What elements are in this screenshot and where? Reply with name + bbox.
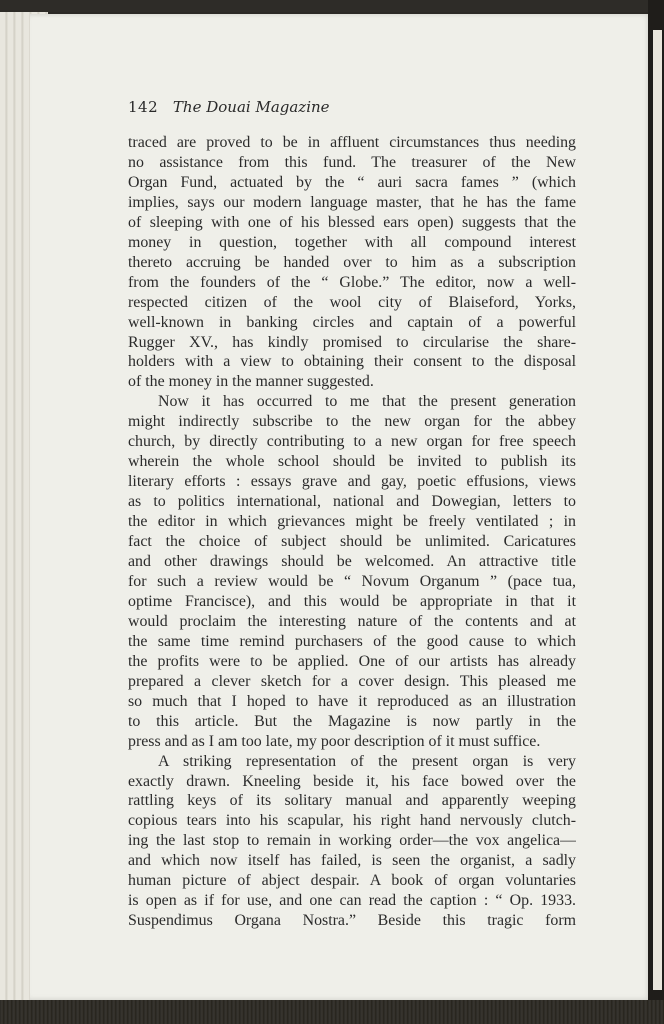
text-line: copious tears into his scapular, his right hand nervously clutch- xyxy=(128,812,576,830)
book-cover-bottom-edge xyxy=(0,1000,664,1024)
text-line: human picture of abject despair. A book of organ voluntaries xyxy=(128,872,576,890)
text-line: for such a review would be “ Novum Organum ” (pace tua, xyxy=(128,572,576,590)
text-line: and other drawings should be welcomed. An attractive title xyxy=(128,553,576,571)
text-line: church, by directly contributing to a new organ for free speech xyxy=(128,433,576,451)
text-line: thereto accruing be handed over to him as a subscription xyxy=(128,253,576,271)
text-line: might indirectly subscribe to the new organ for the abbey xyxy=(128,413,576,431)
text-line: the profits were to be applied. One of our artists has already xyxy=(128,652,576,670)
text-line: well-known in banking circles and captain of a powerful xyxy=(128,313,576,331)
text-line: optime Francisce), and this would be appropriate in that it xyxy=(128,592,576,610)
text-line: respected citizen of the wool city of Blaiseford, Yorks, xyxy=(128,293,576,311)
text-line: ing the last stop to remain in working order—the vox angelica— xyxy=(128,832,576,850)
text-line: of sleeping with one of his blessed ears open) suggests that the xyxy=(128,213,576,231)
paragraph xyxy=(128,133,576,392)
text-line: Suspendimus Organa Nostra.” Beside this tragic form xyxy=(128,912,576,930)
text-line: fact the choice of subject should be unlimited. Caricatures xyxy=(128,533,576,551)
text-line: holders with a view to obtaining their consent to the disposal xyxy=(128,353,576,371)
text-line: to this article. But the Magazine is now partly in the xyxy=(128,712,576,730)
text-line: Rugger XV., has kindly promised to circularise the share- xyxy=(128,333,576,351)
text-line: rattling keys of its solitary manual and apparently weeping xyxy=(128,792,576,810)
text-line: literary efforts : essays grave and gay, poetic effusions, views xyxy=(128,473,576,491)
text-line: traced are proved to be in affluent circumstances thus needing xyxy=(128,134,576,151)
text-line: implies, says our modern language master, that he has the fame xyxy=(128,193,576,211)
paragraph xyxy=(128,752,576,932)
text-line: the editor in which grievances might be freely ventilated ; in xyxy=(128,513,576,531)
text-line: as to politics international, national and Dowegian, letters to xyxy=(128,493,576,511)
text-line: of the money in the manner suggested. xyxy=(128,373,374,391)
text-line: Organ Fund, actuated by the “ auri sacra fames ” (which xyxy=(128,173,576,191)
body-text xyxy=(128,133,576,931)
text-line: would proclaim the interesting nature of the contents and at xyxy=(128,612,576,630)
text-line: wherein the whole school should be invited to publish its xyxy=(128,453,576,471)
text-line: is open as if for use, and one can read the caption : “ Op. 1933. xyxy=(128,892,576,910)
book-cover-right-edge xyxy=(648,0,664,1024)
text-line: from the founders of the “ Globe.” The editor, now a well- xyxy=(128,273,576,291)
text-line: Now it has occurred to me that the present generation xyxy=(158,393,576,411)
text-line: so much that I hoped to have it reproduced as an illustration xyxy=(128,692,576,710)
page-number: 142 xyxy=(128,98,159,116)
text-line: A striking representation of the present organ is very xyxy=(158,752,576,770)
book-cover-top-edge xyxy=(0,0,664,12)
text-line: press and as I am too late, my poor description of it must suffice. xyxy=(128,732,541,750)
text-line: money in question, together with all compound interest xyxy=(128,233,576,251)
text-line: the same time remind purchasers of the good cause to which xyxy=(128,632,576,650)
text-line: prepared a clever sketch for a cover design. This pleased me xyxy=(128,672,576,690)
text-line: no assistance from this fund. The treasurer of the New xyxy=(128,153,576,171)
text-line: and which now itself has failed, is seen the organist, a sadly xyxy=(128,852,576,870)
page-paper xyxy=(30,14,652,1000)
paragraph xyxy=(128,392,576,751)
page-header xyxy=(128,98,330,116)
text-line: exactly drawn. Kneeling beside it, his face bowed over the xyxy=(128,772,576,790)
running-title: The Douai Magazine xyxy=(172,98,330,116)
